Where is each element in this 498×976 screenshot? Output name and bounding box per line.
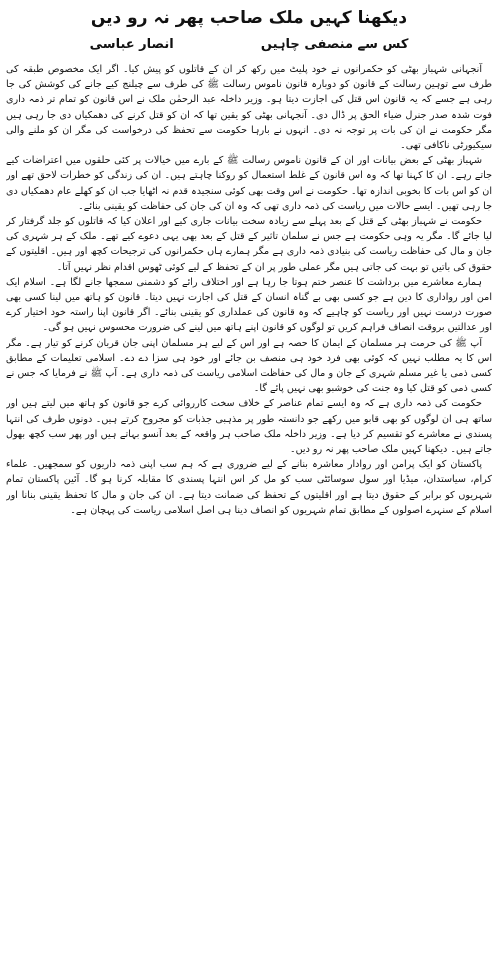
column-byline-row: [6, 36, 492, 58]
column-subtitle: کس سے منصفی چاہیں: [260, 37, 409, 52]
article-body: [6, 62, 492, 970]
article-paragraph: آنجہانی شہباز بھٹی کو حکمرانوں نے خود پلیٹ میں رکھ کر ان کے قاتلوں کو پیش کیا۔ اگر ایک مخصوص طبقہ کی طرف سے توہین رسالت کے قانون کو دوبارہ قانون ناموس رسالت ﷺ کی طرف سے چیلنج کیے جانے کی کوشش کی جا رہی ہے جسے کہ یہ قانون اس قتل کی اجازت دیتا ہو۔ وزیر داخلہ عبد الرحمٰن ملک نے اس قانون کو تمام تر ذمہ داری فوت شدہ صدر جنرل ضیاء الحق پر ڈال دی۔ آنجہانی بھٹی کو یقین تھا کہ ان کو قتل کرنے کی دھمکیاں دی جا رہی ہیں مگر حکومت نے ان کی بات پر توجہ نہ دی۔ انہوں نے بارہا حکومت سے تحفظ کی درخواست کی مگر ان کو ملنے والی سیکیورٹی ناکافی تھی۔: [6, 64, 492, 152]
article-paragraph: پاکستان کو ایک پرامن اور روادار معاشرہ بنانے کے لیے ضروری ہے کہ ہم سب اپنی ذمہ داریوں کو سمجھیں۔ علماء کرام، سیاستدان، میڈیا اور سول سوسائٹی سب کو مل کر اس انتہا پسندی کا مقابلہ کرنا ہو گا۔ آئین پاکستان تمام شہریوں کو برابر کے حقوق دیتا ہے اور اقلیتوں کے تحفظ کی ضمانت دیتا ہے۔ ان کی جان و مال کا تحفظ یقینی بنانا اور اسلام کے سنہرے اصولوں کے مطابق تمام شہریوں کو انصاف دینا ہی اصل اسلامی ریاست کی پہچان ہے۔: [6, 459, 492, 516]
author-name: انصار عباسی: [89, 37, 174, 52]
column-headline: دیکھنا کہیں ملک صاحب پھر نہ رو دیں: [90, 8, 408, 28]
article-paragraph: حکومت کی ذمہ داری ہے کہ وہ ایسے تمام عناصر کے خلاف سخت کارروائی کرے جو قانون کو ہاتھ میں لیتے ہیں اور ساتھ ہی ان لوگوں کو بھی قابو میں رکھے جو دانستہ طور پر مذہبی جذبات کو مجروح کرتے ہیں۔ دونوں طرف کی انتہا پسندی نے معاشرے کو تقسیم کر دیا ہے۔ وزیر داخلہ ملک صاحب ہر واقعہ کے بعد آنسو بہاتے ہیں اور پھر سب کچھ بھول جاتے ہیں۔ دیکھنا کہیں ملک صاحب پھر نہ رو دیں۔: [6, 398, 492, 456]
article-paragraph: آپ ﷺ کی حرمت ہر مسلمان کے ایمان کا حصہ ہے اور اس کے لیے ہر مسلمان اپنی جان قربان کرنے کو تیار ہے۔ مگر اس کا یہ مطلب نہیں کہ کوئی بھی فرد خود ہی منصف بن جائے اور خود ہی سزا دے دے۔ اسلامی تعلیمات کے مطابق کسی ذمی یا غیر مسلم شہری کے جان و مال کی حفاظت اسلامی ریاست کی ذمہ داری ہے۔ آپ ﷺ نے فرمایا کہ جس نے کسی ذمی کو قتل کیا وہ جنت کی خوشبو بھی نہیں پائے گا۔: [6, 337, 492, 395]
article-paragraph: ہمارے معاشرے میں برداشت کا عنصر ختم ہوتا جا رہا ہے اور اختلاف رائے کو دشمنی سمجھا جانے لگا ہے۔ اسلام ایک امن اور رواداری کا دین ہے جو کسی بھی بے گناہ انسان کے قتل کی اجازت نہیں دیتا۔ قانون کو ہاتھ میں لینا کسی بھی صورت درست نہیں اور ریاست کو چاہیے کہ وہ قانون کی عملداری کو یقینی بنائے۔ اگر قانون اپنا راستہ خود اختیار کرے اور عدالتیں بروقت انصاف فراہم کریں تو لوگوں کو قانون اپنے ہاتھ میں لینے کی ضرورت محسوس نہیں ہو گی۔: [6, 276, 492, 334]
article-paragraph: حکومت نے شہباز بھٹی کے قتل کے بعد پہلے سے زیادہ سخت بیانات جاری کیے اور اعلان کیا کہ قاتلوں کو جلد گرفتار کر لیا جائے گا۔ مگر یہ وہی حکومت ہے جس نے سلمان تاثیر کے قتل کے بعد بھی یہی دعوے کیے تھے۔ ملک کے ہر شہری کی جان و مال کی حفاظت ریاست کی بنیادی ذمہ داری ہے مگر ہمارے ہاں حکمرانوں کی ترجیحات کچھ اور ہیں۔ اقلیتوں کے حقوق کی باتیں تو بہت کی جاتی ہیں مگر عملی طور پر ان کے تحفظ کے لیے کوئی ٹھوس اقدام نظر نہیں آتا۔: [6, 216, 492, 273]
article-paragraph: شہباز بھٹی کے بعض بیانات اور ان کے قانون ناموس رسالت ﷺ کے بارے میں خیالات پر کئی حلقوں میں اعتراضات کیے جاتے رہے۔ ان کا کہنا تھا کہ وہ اس قانون کے غلط استعمال کو روکنا چاہتے ہیں۔ ان کی زندگی کو خطرات لاحق تھے اور ان کو اس بات کا بخوبی اندازہ تھا۔ حکومت نے اس وقت بھی کوئی سنجیدہ قدم نہ اٹھایا جب ان کو کھلے عام دھمکیاں دی جا رہی تھیں۔ ایسے حالات میں ریاست کی ذمہ داری تھی کہ وہ ان کی جان کی حفاظت کو یقینی بنائے۔: [6, 155, 492, 212]
